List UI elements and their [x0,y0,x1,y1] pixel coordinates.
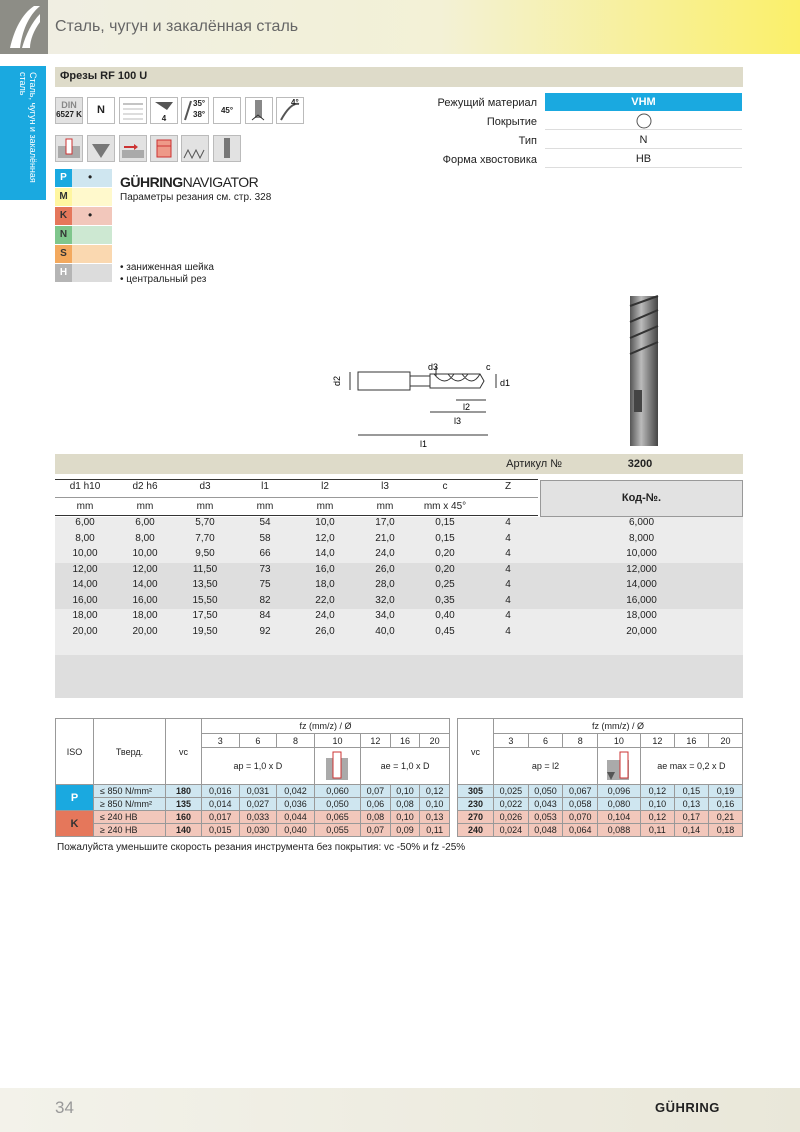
flutes-icon: 4 [150,97,178,124]
table-cell: 4 [505,517,511,528]
fz-value: 0,017 [202,811,240,824]
fz-value: 0,13 [674,798,708,811]
diameter-header: 3 [494,734,529,748]
cutting-row[interactable] [56,824,450,837]
engagement-icon [314,748,360,785]
table-cell: 6,00 [75,517,95,528]
fz-value: 0,067 [563,785,598,798]
code-cell: 20,000 [626,625,657,637]
cutting-row[interactable] [458,811,743,824]
cutting-row[interactable] [56,811,450,824]
coating-value [545,112,742,130]
hardness-value: ≤ 240 HB [94,811,166,824]
diameter-header: 16 [390,734,420,748]
fz-value: 0,12 [420,785,450,798]
table-cell: 15,50 [192,594,218,606]
code-cell: 8,000 [628,532,655,544]
fz-value: 0,10 [420,798,450,811]
table-cell: 4 [505,532,511,544]
code-cell: 10,000 [626,548,657,559]
cutting-row[interactable] [458,798,743,811]
table-cell: 14,00 [72,579,98,590]
material-value: VHM [545,93,742,111]
section-tab[interactable] [0,66,46,200]
brand-logo-icon [0,0,48,54]
iso-row-k [55,207,112,225]
cutting-row[interactable] [458,785,743,798]
fz-value: 0,10 [390,785,420,798]
table-cell: 0,40 [435,610,455,621]
table-cell: 54 [259,517,271,528]
engagement-icon [598,748,641,785]
table-cell: 16,0 [315,563,335,575]
code-header-box [540,480,743,517]
table-cell: 12,00 [132,563,158,575]
fz-value: 0,16 [708,798,742,811]
fz-value: 0,096 [598,785,641,798]
fz-value: 0,022 [494,798,529,811]
iso-suitability-dot: • [88,208,93,222]
fz-value: 0,06 [361,798,391,811]
iso-letter: P [55,169,72,187]
table-cell: 10,00 [132,548,158,559]
fz-value: 0,033 [239,811,277,824]
type-value: N [545,131,742,149]
d1-label: d1 [500,378,510,388]
iso-row-n [55,226,112,244]
table-cell: 8,00 [75,532,95,544]
profile-milling-icon [181,135,209,162]
fz-value: 0,050 [528,785,563,798]
table-cell: 4 [505,563,511,575]
footer-brand: GÜHRING [655,1100,720,1115]
diameter-header: 8 [277,734,315,748]
navigator-link[interactable]: Параметры резания см. стр. 328 [120,192,272,203]
cutting-table-right [457,718,743,837]
fz-value: 0,016 [202,785,240,798]
table-cell: 22,0 [315,594,335,606]
table-cell: 20,00 [132,625,158,637]
fz-value: 0,12 [640,785,674,798]
fz-header: fz (mm/z) / Ø [494,719,743,734]
fz-value: 0,08 [390,798,420,811]
fz-value: 0,15 [674,785,708,798]
diameter-header: 20 [708,734,742,748]
column-unit: mm [316,501,334,512]
table-cell: 4 [505,610,511,621]
hardness-value: ≤ 850 N/mm² [94,785,166,798]
diameter-header: 6 [528,734,563,748]
fz-value: 0,08 [361,811,391,824]
iso-letter: K [55,207,72,225]
row-band [55,655,743,698]
fz-value: 0,10 [640,798,674,811]
fz-value: 0,13 [420,811,450,824]
code-cell: 16,000 [626,594,657,606]
vc-header: vc [458,719,494,785]
fz-value: 0,043 [528,798,563,811]
table-cell: 84 [259,610,271,621]
iso-letter: S [55,245,72,263]
table-cell: 16,00 [132,594,158,606]
chamfer-icon: 45° [213,97,241,124]
fz-value: 0,026 [494,811,529,824]
cutting-table-left [55,718,450,837]
table-cell: 21,0 [375,532,395,544]
table-cell: 34,0 [375,610,395,621]
table-cell: 0,15 [435,517,455,528]
vc-value: 135 [166,798,202,811]
fz-header: fz (mm/z) / Ø [202,719,450,734]
table-cell: 7,70 [195,532,215,544]
diameter-header: 12 [361,734,391,748]
table-cell: 66 [259,548,271,559]
column-header: Z [504,481,512,492]
diameter-header: 12 [640,734,674,748]
column-header: l2 [321,481,329,492]
hardness-header: Тверд. [94,719,166,785]
column-header: d2 h6 [132,481,158,492]
plunging-icon [87,135,115,162]
vc-value: 160 [166,811,202,824]
c-label: c [486,362,491,372]
table-cell: 0,20 [435,563,455,575]
fz-value: 0,080 [598,798,641,811]
fz-value: 0,064 [563,824,598,837]
d3-label: d3 [428,362,439,372]
fz-value: 0,17 [674,811,708,824]
table-cell: 92 [259,625,271,637]
fz-value: 0,036 [277,798,315,811]
table-cell: 18,00 [132,610,158,621]
table-cell: 26,0 [315,625,335,637]
fz-value: 0,030 [239,824,277,837]
center-cut-icon [245,97,273,124]
ae-label: ae = 1,0 x D [361,748,450,785]
table-cell: 0,35 [435,594,455,606]
cutting-row[interactable] [458,824,743,837]
table-cell: 16,00 [72,594,98,606]
diameter-header: 6 [239,734,277,748]
diameter-header: 3 [202,734,240,748]
table-cell: 24,0 [375,548,395,559]
fz-value: 0,060 [314,785,360,798]
vc-value: 180 [166,785,202,798]
ramping-icon [213,135,241,162]
column-header: d3 [199,481,211,492]
fz-value: 0,18 [708,824,742,837]
iso-header: ISO [56,719,94,785]
page-number: 34 [55,1098,74,1117]
fz-value: 0,058 [563,798,598,811]
fz-value: 0,12 [640,811,674,824]
angle-icon: 4° [276,97,304,124]
table-cell: 73 [259,563,271,575]
tool-photo [624,292,664,450]
cutting-row[interactable] [56,785,450,798]
vc-value: 240 [458,824,494,837]
table-cell: 75 [259,579,271,590]
table-cell: 17,0 [375,517,395,528]
table-cell: 4 [505,625,511,637]
fz-value: 0,088 [598,824,641,837]
l2-label: l2 [463,402,471,412]
vc-value: 270 [458,811,494,824]
fz-value: 0,040 [277,824,315,837]
page-title: Сталь, чугун и закалённая сталь [55,18,299,35]
table-cell: 0,15 [435,532,455,544]
table-cell: 0,20 [435,548,455,559]
fz-value: 0,19 [708,785,742,798]
table-cell: 10,00 [72,548,98,559]
fz-value: 0,031 [239,785,277,798]
fz-value: 0,053 [528,811,563,824]
table-cell: 5,70 [195,517,215,528]
diameter-header: 8 [563,734,598,748]
side-milling-icon [119,135,147,162]
type-label: Тип [518,135,537,147]
tool-type-badge: N [87,97,115,124]
iso-suitability-dot: • [88,170,93,184]
table-cell: 4 [505,579,511,590]
surface-icon [119,97,147,124]
fz-value: 0,07 [361,824,391,837]
vc-header: vc [166,719,202,785]
shank-label: Форма хвостовика [442,154,537,166]
fz-value: 0,11 [640,824,674,837]
coating-note: Пожалуйста уменьшите скорость резания инструмента без покрытия: vc -50% и fz -25% [57,842,466,853]
diameter-header: 20 [420,734,450,748]
fz-value: 0,044 [277,811,315,824]
iso-letter: M [55,188,72,206]
table-cell: 0,45 [435,625,455,637]
table-cell: 17,50 [192,610,218,621]
product-title-bar [55,67,743,87]
code-cell: 12,000 [626,563,657,575]
fz-value: 0,07 [361,785,391,798]
column-unit: mm [256,501,274,512]
navigator-logo: GÜHRINGNAVIGATOR [120,174,259,190]
iso-row-s [55,245,112,263]
fz-value: 0,015 [202,824,240,837]
fz-value: 0,024 [494,824,529,837]
table-cell: 40,0 [375,625,395,637]
fz-value: 0,014 [202,798,240,811]
column-header: d1 h10 [69,481,101,492]
table-cell: 19,50 [192,625,218,637]
hardness-value: ≥ 850 N/mm² [94,798,166,811]
article-label: Артикул № [506,458,562,470]
coating-label: Покрытие [486,116,537,128]
table-cell: 6,00 [135,517,155,528]
iso-row-h [55,264,112,282]
din-badge: DIN 6527 K [55,97,83,124]
table-cell: 12,0 [315,532,335,544]
table-head-rule [55,497,538,498]
iso-row-p [55,169,112,187]
fz-value: 0,11 [420,824,450,837]
table-unit-rule [55,515,538,516]
ap-label: ap = 1,0 x D [202,748,315,785]
vc-value: 305 [458,785,494,798]
fz-value: 0,042 [277,785,315,798]
diameter-header: 16 [674,734,708,748]
iso-group-label: K [56,811,94,837]
table-cell: 18,00 [72,610,98,621]
table-cell: 4 [505,548,511,559]
ae-label: ae max = 0,2 x D [640,748,742,785]
code-cell: 18,000 [626,610,657,621]
table-cell: 58 [259,532,271,544]
table-cell: 4 [505,594,511,606]
section-tab-label: Сталь, чугун и закалённая сталь [18,72,38,183]
column-unit: mm [376,501,394,512]
table-cell: 0,25 [435,579,455,590]
table-cell: 20,00 [72,625,98,637]
feature-item: • заниженная шейка [120,262,214,273]
diameter-header: 10 [598,734,641,748]
pocket-milling-icon [150,135,178,162]
column-header: l3 [381,481,389,492]
column-header: c [442,481,448,492]
table-cell: 26,0 [375,563,395,575]
slotting-icon [55,135,83,162]
l3-label: l3 [454,416,462,426]
table-cell: 28,0 [375,579,395,590]
table-top-rule [55,479,538,480]
table-cell: 32,0 [375,594,395,606]
fz-value: 0,065 [314,811,360,824]
iso-letter: N [55,226,72,244]
fz-value: 0,09 [390,824,420,837]
diameter-header: 10 [314,734,360,748]
code-header: Код-№. [621,492,662,504]
fz-value: 0,048 [528,824,563,837]
table-cell: 14,0 [315,548,335,559]
table-cell: 82 [259,594,271,606]
vc-value: 140 [166,824,202,837]
fz-value: 0,104 [598,811,641,824]
code-cell: 6,000 [628,517,655,528]
code-cell: 14,000 [626,579,657,590]
table-cell: 12,00 [72,563,98,575]
fz-value: 0,055 [314,824,360,837]
fz-value: 0,025 [494,785,529,798]
table-cell: 14,00 [132,579,158,590]
table-cell: 9,50 [195,548,215,559]
table-cell: 10,0 [315,517,335,528]
tool-drawing [330,360,510,450]
table-cell: 18,0 [315,579,335,590]
fz-value: 0,050 [314,798,360,811]
vc-value: 230 [458,798,494,811]
feature-item: • центральный рез [120,274,207,285]
column-unit: mm [136,501,154,512]
table-cell: 11,50 [192,563,218,575]
fz-value: 0,10 [390,811,420,824]
table-cell: 24,0 [315,610,335,621]
iso-row-m [55,188,112,206]
fz-value: 0,070 [563,811,598,824]
shank-value: HB [545,150,742,168]
d2-label: d2 [332,375,342,386]
iso-letter: H [55,264,72,282]
table-cell: 8,00 [135,532,155,544]
hardness-value: ≥ 240 HB [94,824,166,837]
helix-angle-icon: 35° 38° [181,97,209,124]
l1-label: l1 [420,439,428,449]
column-unit: mm [196,501,214,512]
fz-value: 0,14 [674,824,708,837]
fz-value: 0,027 [239,798,277,811]
table-cell: 13,50 [192,579,218,590]
ap-label: ap = l2 [494,748,598,785]
column-header: l1 [261,481,269,492]
fz-value: 0,21 [708,811,742,824]
cutting-row[interactable] [56,798,450,811]
column-unit: mm [76,501,94,512]
material-label: Режущий материал [437,97,537,109]
article-number: 3200 [627,458,653,470]
iso-group-label: P [56,785,94,811]
column-unit: mm x 45° [423,501,467,512]
product-title: Фрезы RF 100 U [60,70,148,82]
